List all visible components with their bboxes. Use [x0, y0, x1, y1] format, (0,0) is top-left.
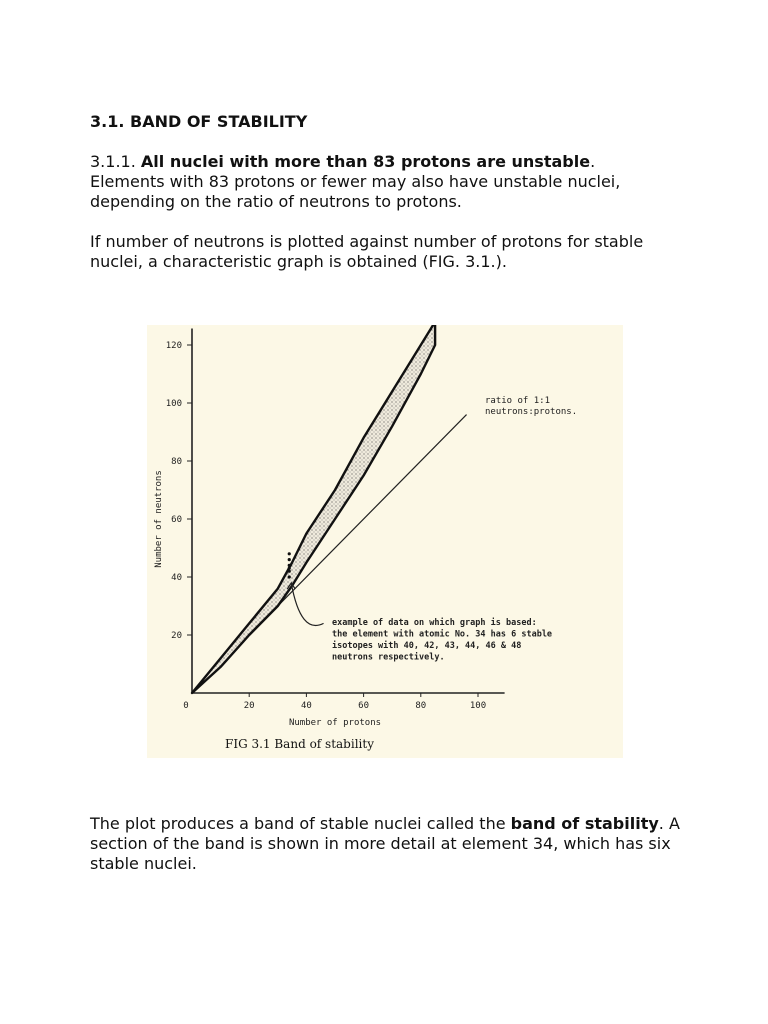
example-isotope-point	[288, 552, 291, 555]
paragraph-3-1-1	[90, 152, 690, 212]
ratio-label: ratio of 1:1	[485, 396, 551, 406]
y-tick-label: 60	[171, 515, 182, 525]
annotation-arrow	[291, 583, 323, 626]
y-tick-label: 20	[171, 631, 182, 641]
x-tick-label: 100	[469, 701, 487, 711]
paragraph-graph-intro: If number of neutrons is plotted against number of protons for stable nuclei, a characteristic graph is obtained (FIG. 3.1.).	[90, 232, 644, 271]
x-tick-label: 80	[415, 701, 427, 711]
x-tick-label: 20	[243, 701, 255, 711]
figure-band-of-stability	[147, 325, 623, 758]
bold-statement-period: .	[590, 152, 596, 171]
example-isotope-point	[288, 567, 291, 570]
x-tick-label: 0	[183, 701, 189, 711]
paragraph-number: 3.1.1.	[90, 152, 141, 171]
band-of-stability-chart	[147, 325, 623, 758]
y-tick-label: 40	[171, 573, 182, 583]
figure-caption: FIG 3.1 Band of stability	[225, 737, 374, 751]
y-axis-label: Number of neutrons	[154, 470, 164, 568]
example-isotope-point	[288, 575, 291, 578]
annotation-text-line: the element with atomic No. 34 has 6 stable	[332, 629, 553, 640]
bold-statement: All nuclei with more than 83 protons are unstable	[140, 152, 591, 171]
y-tick-label: 100	[165, 399, 182, 409]
x-tick-label: 60	[358, 701, 370, 711]
example-isotope-point	[288, 558, 291, 561]
x-tick-label: 40	[300, 701, 312, 711]
ratio-label: neutrons:protons.	[485, 407, 578, 417]
annotation-text-line: example of data on which graph is based:	[332, 618, 537, 628]
section-heading: 3.1. BAND OF STABILITY	[90, 112, 308, 131]
annotation-text-line: isotopes with 40, 42, 43, 44, 46 & 48	[332, 641, 522, 651]
annotation-text-line: neutrons respectively.	[332, 652, 445, 663]
example-isotope-point	[288, 564, 291, 567]
y-tick-label: 120	[165, 341, 182, 351]
x-axis-label: Number of protons	[288, 718, 382, 728]
paragraph-band-of-stability	[90, 814, 690, 874]
paragraph-text-end: . A section of the band is shown in more detail at element 34, which has six stable nuclei.	[90, 814, 680, 873]
example-isotope-point	[288, 570, 291, 573]
bold-term-band-of-stability: band of stability	[510, 814, 659, 833]
y-tick-label: 80	[171, 457, 182, 467]
paragraph-rest: Elements with 83 protons or fewer may also have unstable nuclei, depending on the ratio of neutrons to protons.	[90, 172, 621, 211]
paragraph-text-start: The plot produces a band of stable nuclei called the	[90, 814, 511, 833]
